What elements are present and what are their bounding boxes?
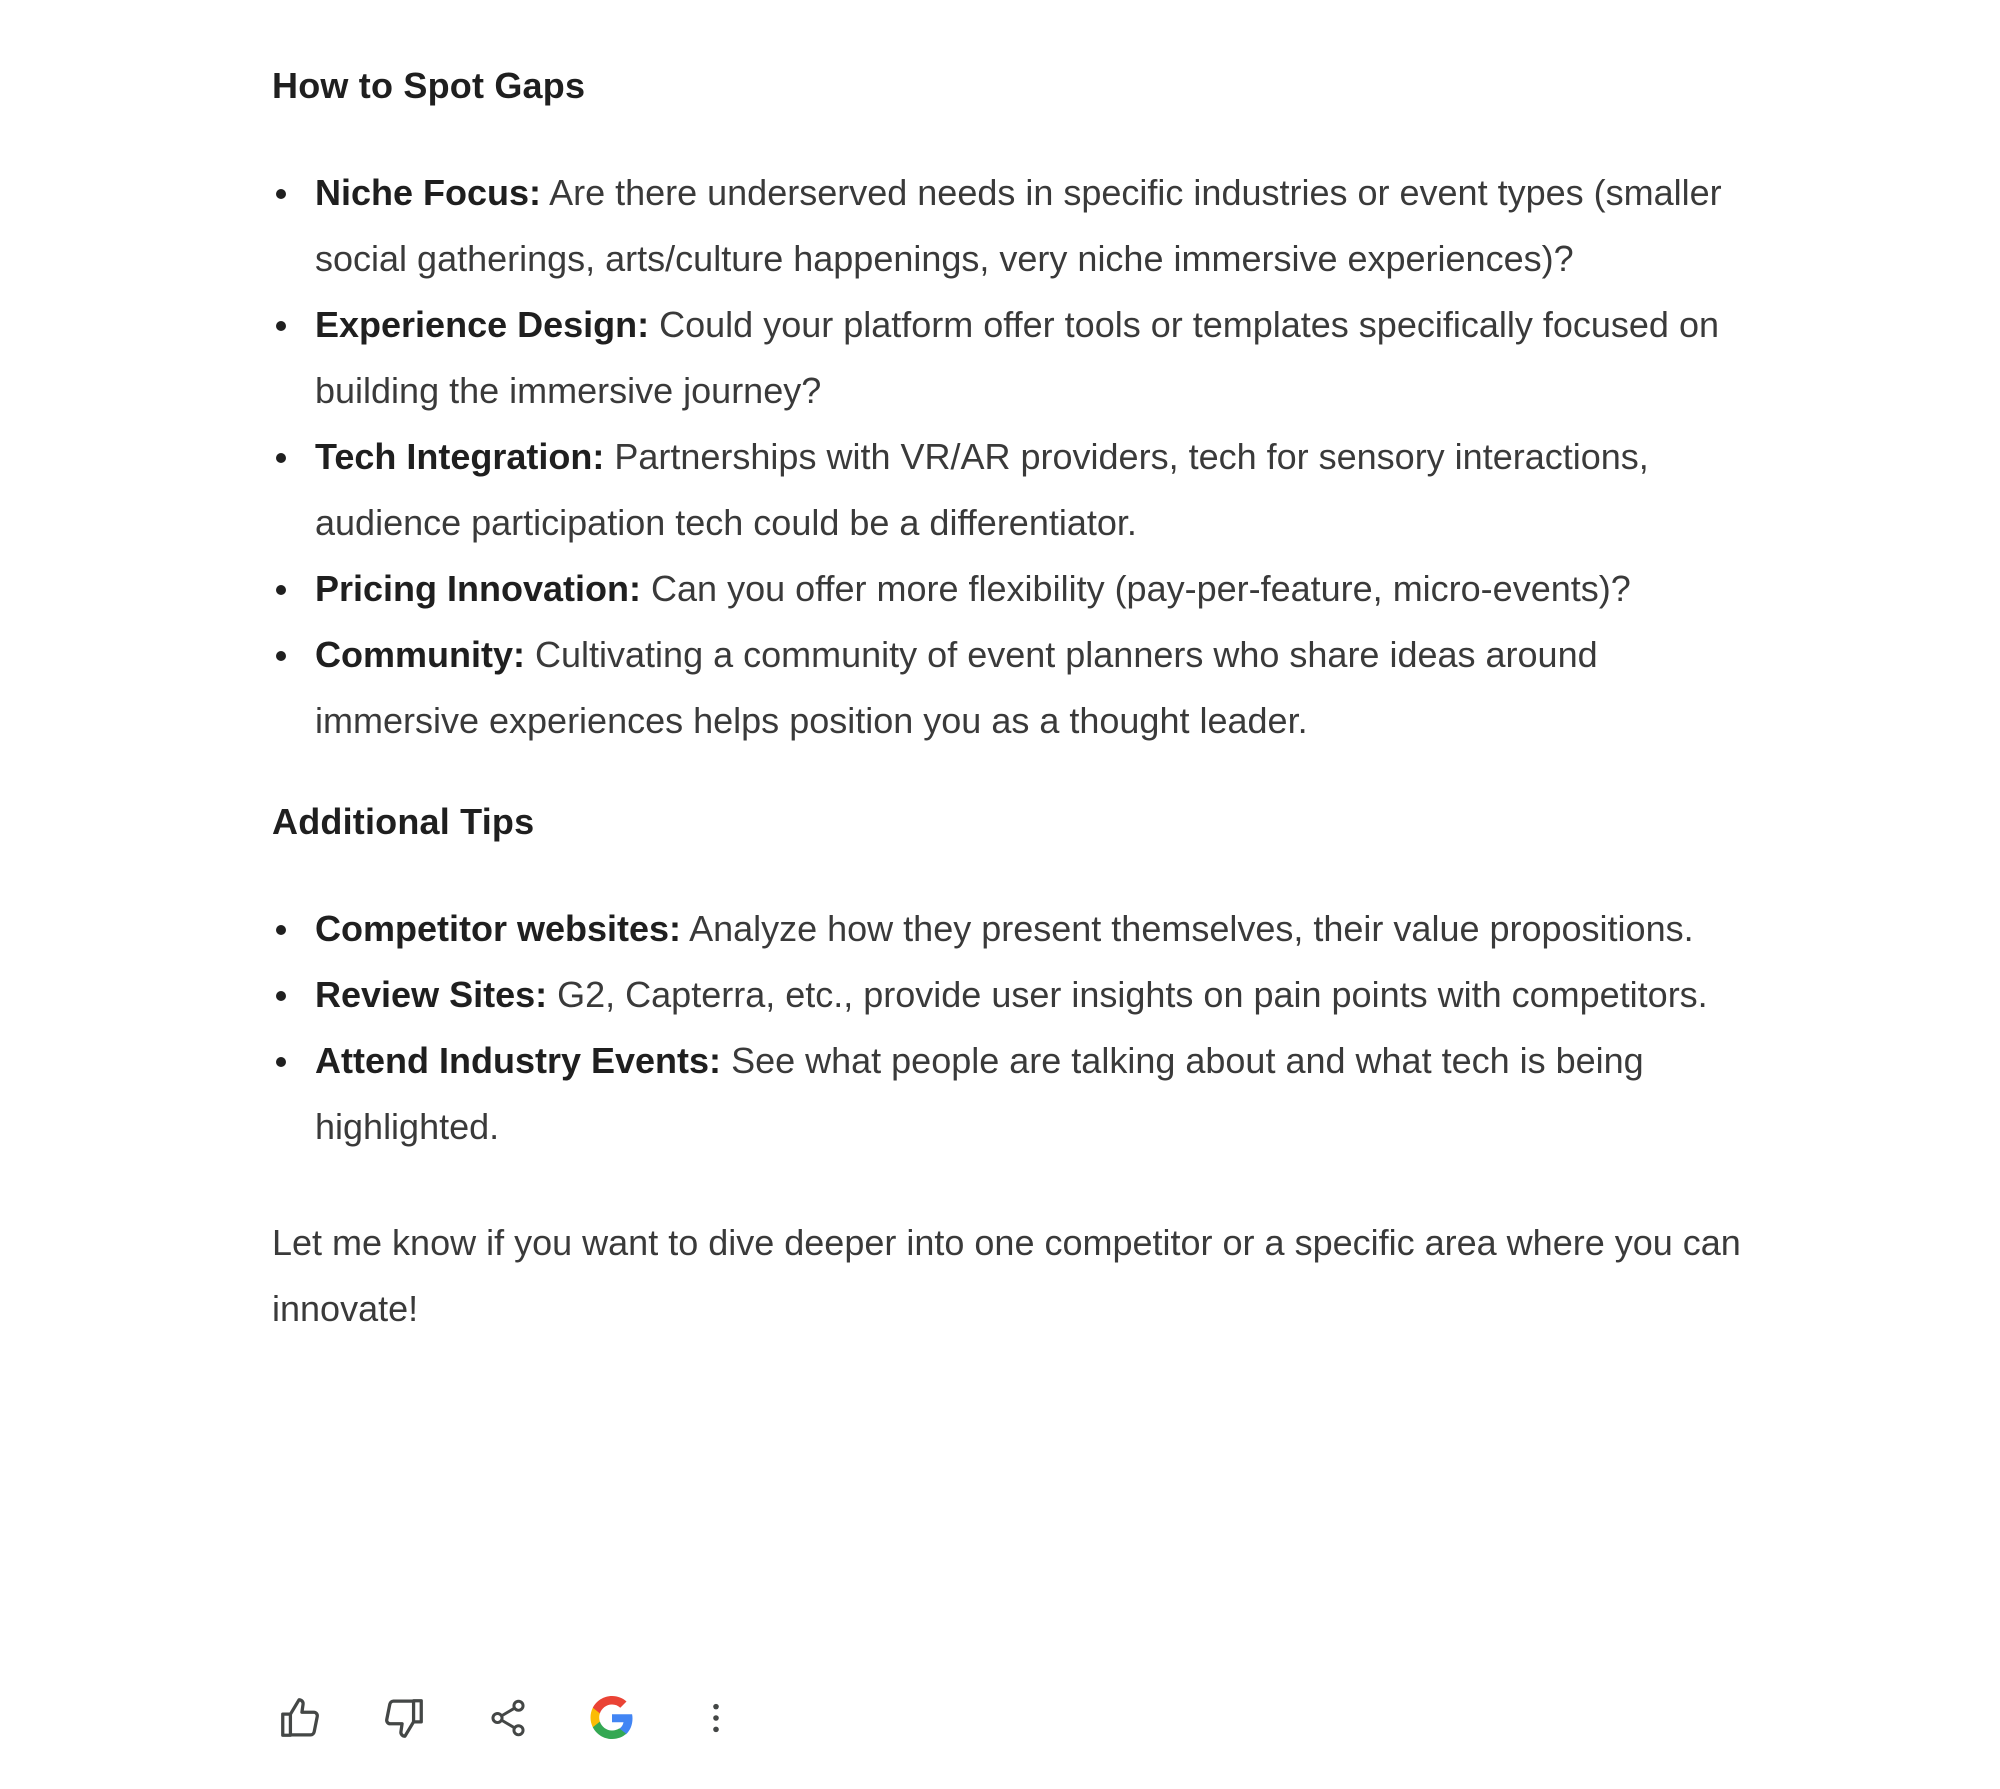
thumbs-up-icon (277, 1695, 323, 1741)
more-options-button[interactable] (688, 1690, 744, 1746)
list-item-text: Partnerships with VR/AR providers, tech for sensory interactions, audience participation tech could be a differentiator. (315, 436, 1649, 543)
response-content (272, 58, 1741, 1378)
google-g-icon (588, 1694, 636, 1742)
list-item-term: Competitor websites: (315, 908, 682, 949)
bullet-icon (276, 925, 286, 935)
list-item (272, 292, 1727, 424)
thumbs-down-icon (381, 1695, 427, 1741)
list-item-term: Attend Industry Events: (315, 1040, 722, 1081)
section-heading-spot-gaps: How to Spot Gaps (272, 65, 586, 106)
list-item-text: Cultivating a community of event planners who share ideas around immersive experiences helps position you as a thought leader. (315, 634, 1598, 741)
more-vertical-icon (695, 1697, 737, 1739)
bullet-icon (276, 651, 286, 661)
share-button[interactable] (480, 1690, 536, 1746)
list-item-text: Are there underserved needs in specific industries or event types (smaller social gatherings, arts/culture happenings, very niche immersive experiences)? (315, 172, 1722, 279)
bullet-icon (276, 991, 286, 1001)
list-item-term: Tech Integration: (315, 436, 605, 477)
list-item-term: Experience Design: (315, 304, 650, 345)
list-item-term: Community: (315, 634, 525, 675)
list-item (272, 622, 1727, 754)
response-action-bar (272, 1690, 792, 1746)
spot-gaps-list (272, 160, 1732, 754)
thumbs-up-button[interactable] (272, 1690, 328, 1746)
thumbs-down-button[interactable] (376, 1690, 432, 1746)
list-item-term: Review Sites: (315, 974, 548, 1015)
section-heading-additional-tips: Additional Tips (272, 801, 535, 842)
list-item-term: Pricing Innovation: (315, 568, 642, 609)
list-item-term: Niche Focus: (315, 172, 542, 213)
list-item (272, 1028, 1727, 1160)
bullet-icon (276, 1057, 286, 1067)
list-item (272, 160, 1727, 292)
list-item (272, 556, 1727, 622)
list-item (272, 962, 1727, 1028)
list-item (272, 424, 1727, 556)
list-item-text: G2, Capterra, etc., provide user insights on pain points with competitors. (557, 974, 1708, 1015)
list-item (272, 896, 1727, 962)
closing-message: Let me know if you want to dive deeper into one competitor or a specific area where you can innovate! (272, 1222, 1741, 1329)
list-item-text: Analyze how they present themselves, their value propositions. (689, 908, 1694, 949)
bullet-icon (276, 453, 286, 463)
bullet-icon (276, 189, 286, 199)
list-item-text: Could your platform offer tools or templates specifically focused on building the immersive journey? (315, 304, 1719, 411)
list-item-text: See what people are talking about and what tech is being highlighted. (315, 1040, 1644, 1147)
list-item-text: Can you offer more flexibility (pay-per-feature, micro-events)? (651, 568, 1631, 609)
bullet-icon (276, 585, 286, 595)
additional-tips-list (272, 896, 1732, 1160)
bullet-icon (276, 321, 286, 331)
google-search-button[interactable] (584, 1690, 640, 1746)
share-icon (487, 1697, 529, 1739)
